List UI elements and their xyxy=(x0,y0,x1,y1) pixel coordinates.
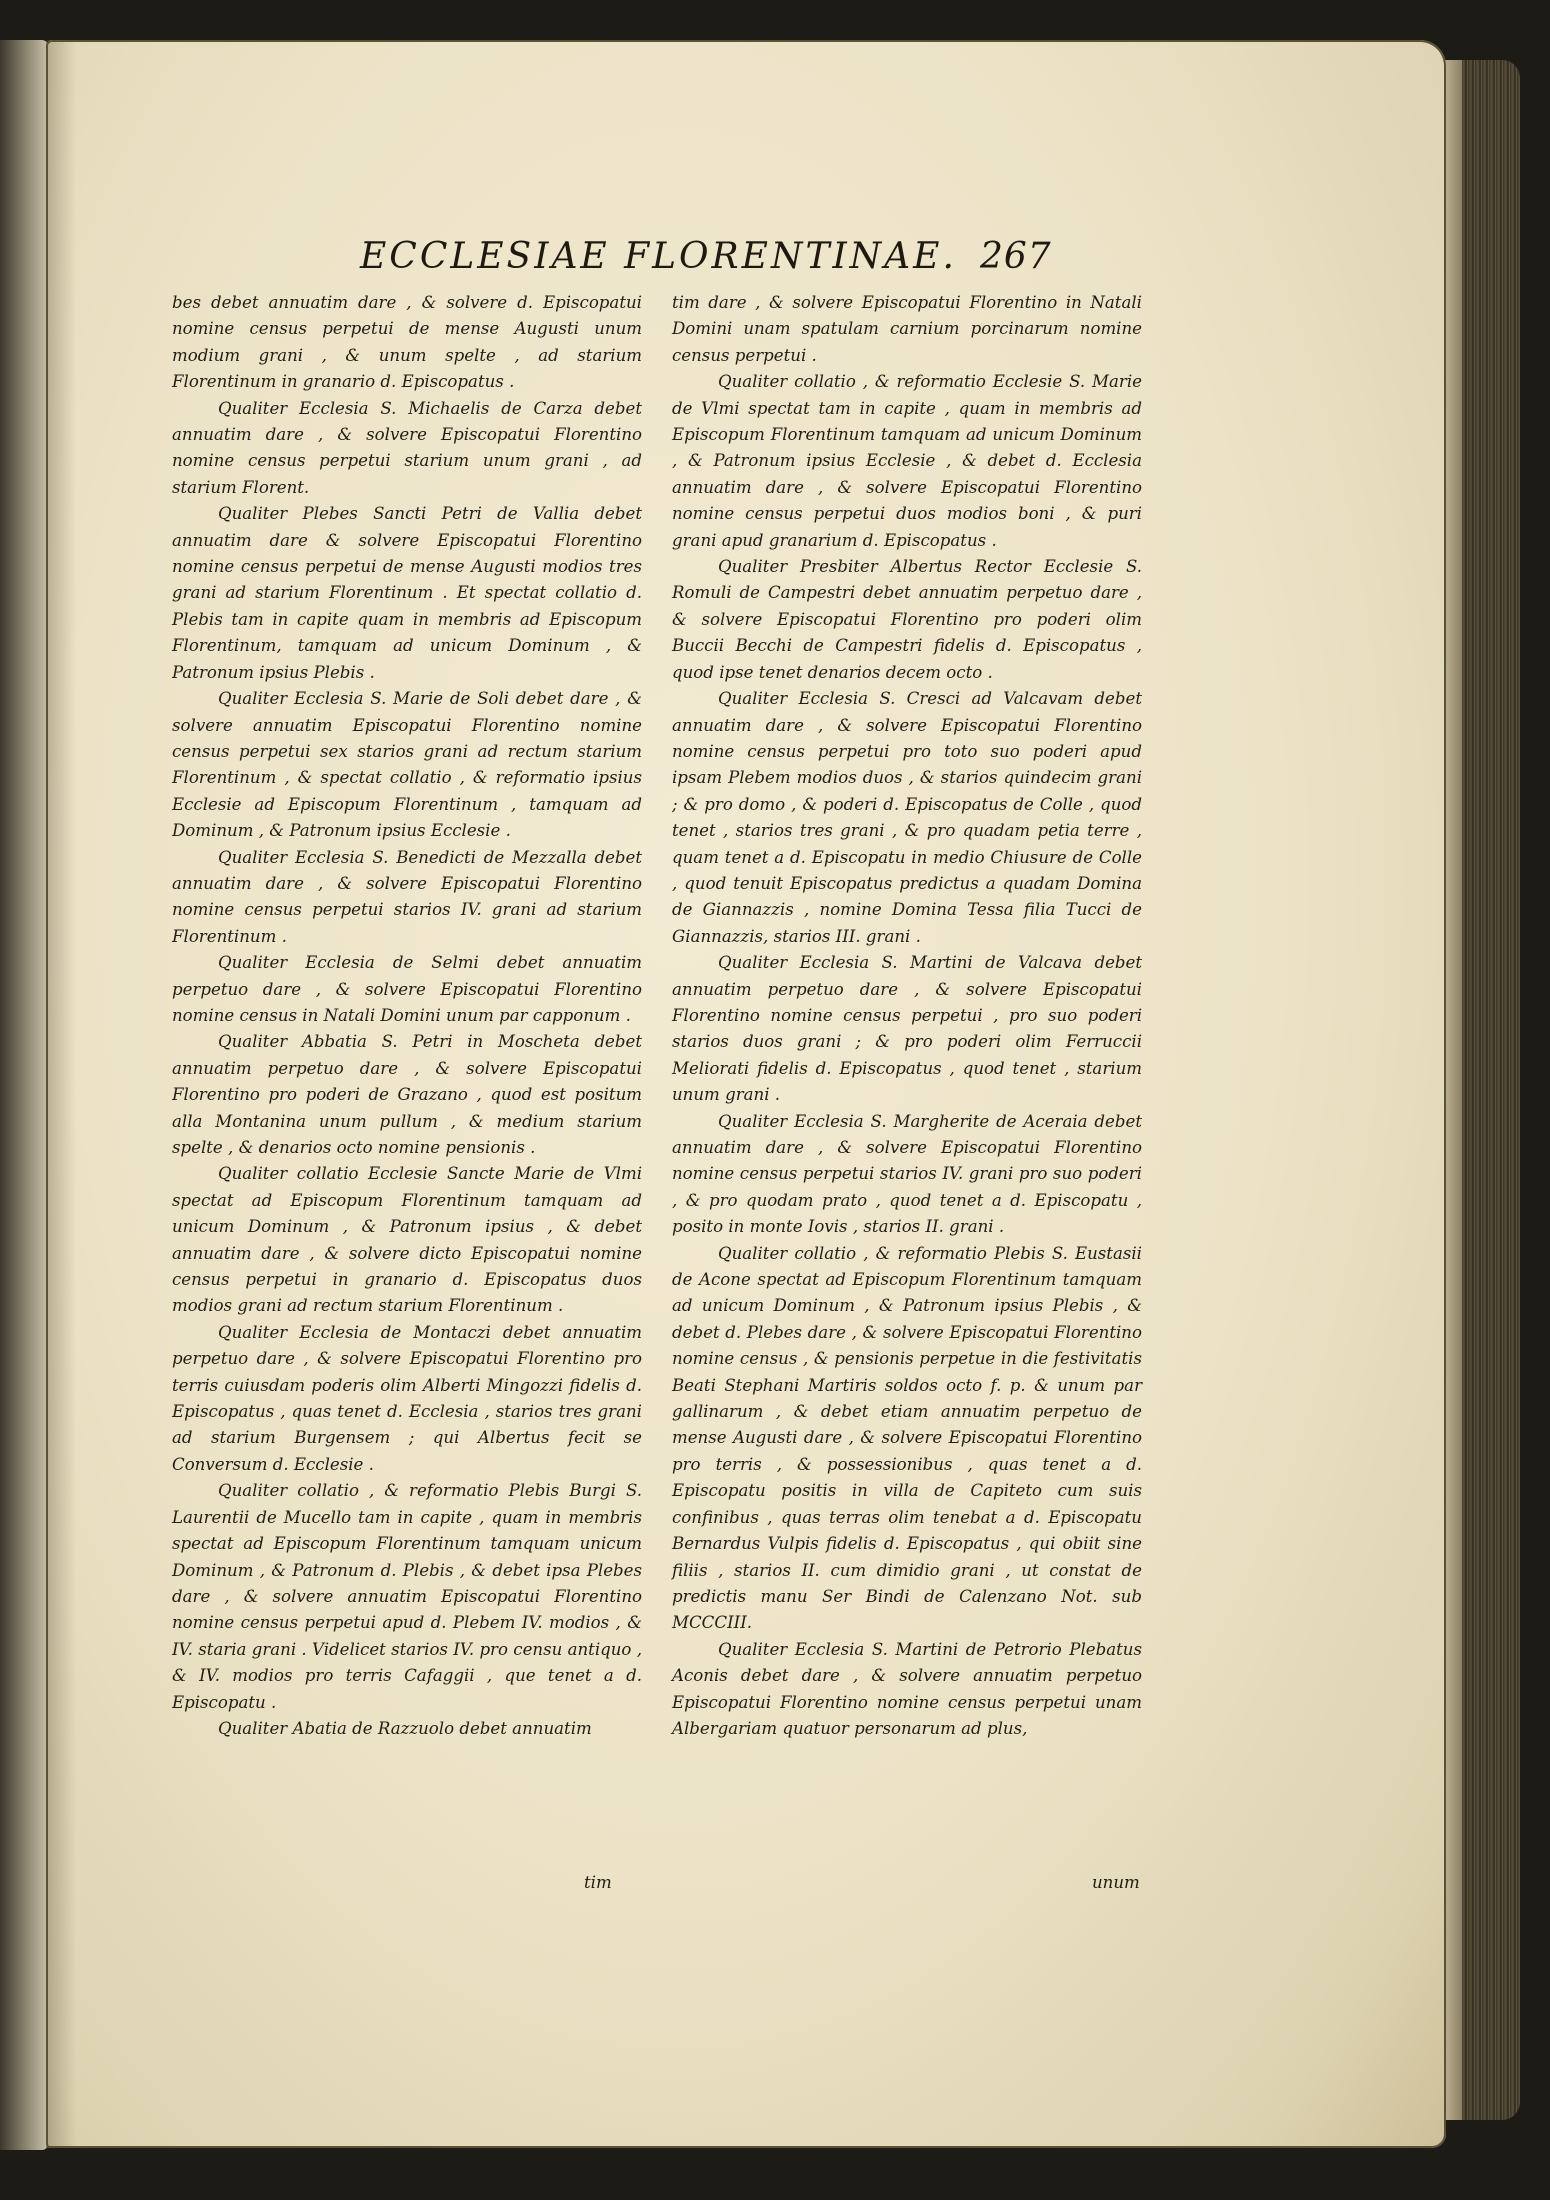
entry-paragraph: Qualiter Ecclesia S. Michaelis de Carza debet annuatim dare , & solvere Episcopatui Florentino nomine census perpetui starium unum grani , ad starium Florent. xyxy=(172,398,642,497)
right-column xyxy=(672,290,1142,1742)
entry-paragraph: Qualiter Presbiter Albertus Rector Ecclesie S. Romuli de Campestri debet annuatim perpetuo dare , & solvere Episcopatui Florentino pro poderi olim Buccii Becchi de Campestri fidelis d. Episcopatus , quod ipse tenet denarios decem octo . xyxy=(672,557,1142,682)
entry-continuation: bes debet annuatim dare , & solvere d. Episcopatui nomine census perpetui de mense Augusti unum modium grani , & unum spelte , ad starium Florentinum in granario d. Episcopatus . xyxy=(172,293,642,392)
entry-paragraph: Qualiter Abatia de Razzuolo debet annuatim xyxy=(218,1718,592,1738)
entry-paragraph: Qualiter Ecclesia S. Cresci ad Valcavam debet annuatim dare , & solvere Episcopatui Florentino nomine census perpetui pro toto suo poderi apud ipsam Plebem modios duos , & starios quindecim grani ; & pro domo , & poderi d. Episcopatus de Colle , quod tenet , starios tres grani , & pro quadam petia terre , quam tenet a d. Episcopatu in medio Chiusure de Colle , quod tenuit Episcopatus predictus a quadam Domina de Giannazzis , nomine Domina Tessa filia Tucci de Giannazzis, starios III. grani . xyxy=(672,689,1142,946)
entry-continuation: tim dare , & solvere Episcopatui Florentino in Natali Domini unam spatulam carnium porcinarum nomine census perpetui . xyxy=(672,293,1142,365)
entry-paragraph: Qualiter Ecclesia S. Marie de Soli debet dare , & solvere annuatim Episcopatui Florentino nomine census perpetui sex starios grani ad rectum starium Florentinum , & spectat collatio , & reformatio ipsius Ecclesie ad Episcopum Florentinum , tamquam ad Dominum , & Patronum ipsius Ecclesie . xyxy=(172,689,642,841)
entry-paragraph: Qualiter Ecclesia de Selmi debet annuatim perpetuo dare , & solvere Episcopatui Florentino nomine census in Natali Domini unum par capponum . xyxy=(172,953,642,1025)
running-title: ECCLESIAE FLORENTINAE. xyxy=(360,236,957,277)
entry-paragraph: Qualiter Ecclesia S. Martini de Valcava debet annuatim perpetuo dare , & solvere Episcopatui Florentino nomine census perpetui , pro suo poderi starios duos grani ; & pro poderi olim Ferruccii Meliorati fidelis d. Episcopatus , quod tenet , starium unum grani . xyxy=(672,953,1142,1105)
entry-paragraph: Qualiter Ecclesia S. Margherite de Aceraia debet annuatim dare , & solvere Episcopatui Florentino nomine census perpetui starios IV. grani pro suo poderi , & pro quodam prato , quod tenet a d. Episcopatu , posito in monte Iovis , starios II. grani . xyxy=(672,1111,1142,1237)
entry-paragraph: Qualiter Plebes Sancti Petri de Vallia debet annuatim dare & solvere Episcopatui Florentino nomine census perpetui de mense Augusti modios tres grani ad starium Florentinum . Et spectat collatio d. Plebis tam in capite quam in membris ad Episcopum Florentinum, tamquam ad unicum Dominum , & Patronum ipsius Plebis . xyxy=(172,504,642,682)
page-header xyxy=(360,236,1060,292)
gutter-shadow xyxy=(46,40,76,2148)
previous-page-edge xyxy=(0,40,48,2150)
entry-paragraph: Qualiter collatio Ecclesie Sancte Marie de Vlmi spectat ad Episcopum Florentinum tamquam ad unicum Dominum , & Patronum ipsius , & debet annuatim dare , & solvere dicto Episcopatui nomine census perpetui in granario d. Episcopatus duos modios grani ad rectum starium Florentinum . xyxy=(172,1164,642,1316)
left-column xyxy=(172,290,642,1742)
entry-paragraph: Qualiter Ecclesia S. Martini de Petrorio Plebatus Aconis debet dare , & solvere annuatim perpetuo Episcopatui Florentino nomine census perpetui unam Albergariam quatuor personarum ad plus, xyxy=(672,1639,1142,1738)
entry-paragraph: Qualiter collatio , & reformatio Ecclesie S. Marie de Vlmi spectat tam in capite , quam in membris ad Episcopum Florentinum tamquam ad unicum Dominum , & Patronum ipsius Ecclesie , & debet d. Ecclesia annuatim dare , & solvere Episcopatui Florentino nomine census perpetui duos modios boni , & puri grani apud granarium d. Episcopatus . xyxy=(672,372,1142,550)
entry-paragraph: Qualiter collatio , & reformatio Plebis Burgi S. Laurentii de Mucello tam in capite , quam in membris spectat ad Episcopum Florentinum tamquam unicum Dominum , & Patronum d. Plebis , & debet ipsa Plebes dare , & solvere annuatim Episcopatui Florentino nomine census perpetui apud d. Plebem IV. modios , & IV. staria grani . Videlicet starios IV. pro censu antiquo , & IV. modios pro terris Cafaggii , que tenet a d. Episcopatu . xyxy=(172,1481,642,1712)
page-number: 267 xyxy=(980,236,1052,277)
left-catchword: tim xyxy=(584,1873,612,1892)
entry-paragraph: Qualiter collatio , & reformatio Plebis S. Eustasii de Acone spectat ad Episcopum Florentinum tamquam ad unicum Dominum , & Patronum ipsius Plebis , & debet d. Plebes dare , & solvere Episcopatui Florentino nomine census , & pensionis perpetue in die festivitatis Beati Stephani Martiris soldos octo f. p. & unum par gallinarum , & debet etiam annuatim perpetuo de mense Augusti dare , & solvere Episcopatui Florentino pro terris , & possessionibus , quas tenet a d. Episcopatu positis in villa de Capiteto cum suis confinibus , quas terras olim tenebat a d. Episcopatu Bernardus Vulpis fidelis d. Episcopatus , qui obiit sine filiis , starios II. cum dimidio grani , ut constat de predictis manu Ser Bindi de Calenzano Not. sub MCCCIII. xyxy=(672,1243,1142,1633)
right-catchword: unum xyxy=(1092,1873,1140,1892)
entry-paragraph: Qualiter Ecclesia de Montaczi debet annuatim perpetuo dare , & solvere Episcopatui Florentino pro terris cuiusdam poderis olim Alberti Mingozzi fidelis d. Episcopatus , quas tenet d. Ecclesia , starios tres grani ad starium Burgensem ; qui Albertus fecit se Conversum d. Ecclesie . xyxy=(172,1322,642,1474)
entry-paragraph: Qualiter Abbatia S. Petri in Moscheta debet annuatim perpetuo dare , & solvere Episcopatui Florentino pro poderi de Grazano , quod est positum alla Montanina unum pullum , & medium starium spelte , & denarios octo nomine pensionis . xyxy=(172,1032,642,1157)
entry-paragraph: Qualiter Ecclesia S. Benedicti de Mezzalla debet annuatim dare , & solvere Episcopatui Florentino nomine census perpetui starios IV. grani ad starium Florentinum . xyxy=(172,847,642,946)
